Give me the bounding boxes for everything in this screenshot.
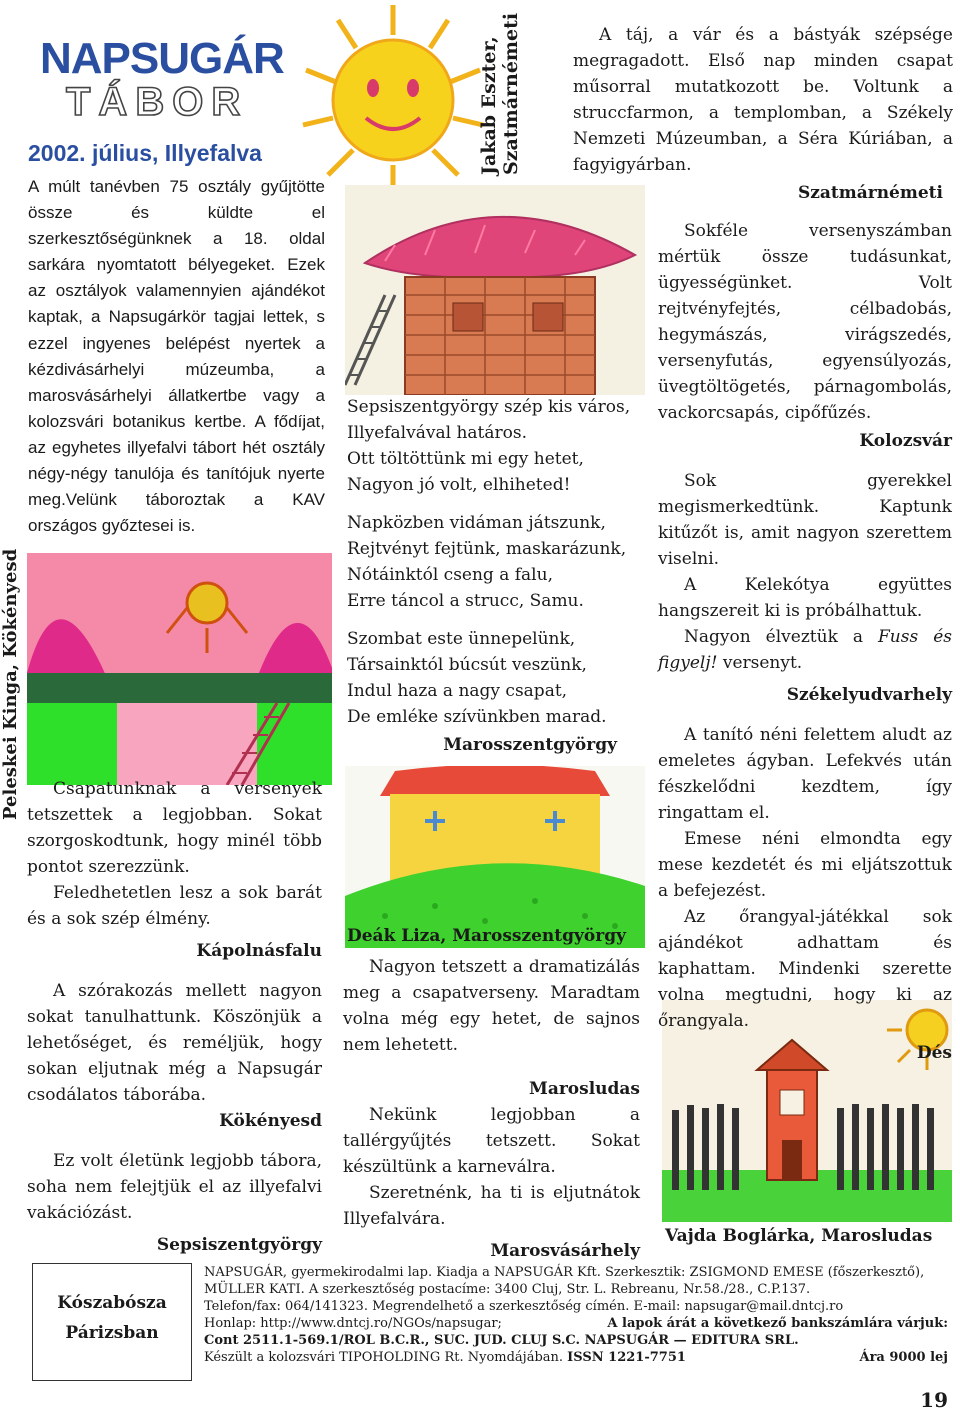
caption-deak: Deák Liza, Marosszentgyörgy [347, 926, 626, 946]
marosvasarhely-paragraph-2: Szeretnénk, ha ti is eljutnátok Illyefalvára. [343, 1183, 640, 1229]
kokenyesd-paragraph: A szórakozás mellett nagyon sokat tanulhattunk. Köszönjük a lehetőséget, és reméljük, hogy sokan eljutnak még a Napsugár csodálatos táborába. [27, 981, 322, 1105]
marosludas-paragraph: Nagyon tetszett a dramatizálás meg a csapatverseny. Maradtam volna még egy hetet, de sajnos nem lehetett. [343, 957, 640, 1055]
szekely-paragraph-2: A Kelekótya együttes hangszereit ki is próbálhattuk. [658, 575, 952, 621]
szekely-paragraph-1: Sok gyerekkel megismerkedtünk. Kaptunk kitűzőt is, amit nagyon szerettem viselni. [658, 471, 952, 569]
sepsiszentgyorgy-paragraph: Ez volt életünk legjobb tábora, soha nem felejtjük el az illyefalvi vakációzást. [27, 1151, 322, 1223]
kapolnasfalu-paragraph-2: Feledhetetlen lesz a sok barát és a sok szép élmény. [27, 883, 322, 929]
drawing-castle [27, 553, 332, 785]
signature-szatmarnemeti: Szatmárnémeti [797, 183, 943, 203]
poem [347, 394, 657, 758]
column-middle [343, 954, 640, 1264]
signature-kapolnasfalu: Kápolnásfalu [196, 941, 322, 961]
footer-box-line-2: Párizsban [65, 1323, 159, 1343]
footer-box [32, 1263, 192, 1381]
szekely-paragraph-3: Nagyon élveztük a Fuss és figyelj! versenyt. [658, 627, 952, 673]
kapolnasfalu-paragraph: Csapatunknak a versenyek tetszettek a legjobban. Sokat szorgoskodtunk, hogy minél több pontot szerezzünk. [27, 779, 322, 877]
sun-drawing [298, 0, 488, 200]
imprint-line-6: Készült a kolozsvári TIPOHOLDING Rt. Nyomdájában. ISSN 1221-7751 Ára 9000 lej [204, 1350, 948, 1365]
signature-kokenyesd: Kökényesd [219, 1111, 322, 1131]
signature-des: Dés [916, 1043, 952, 1063]
imprint-line-4: Honlap: http://www.dntcj.ro/NGOs/napsugar; A lapok árát a következő bankszámlára várjuk: [204, 1316, 948, 1331]
intro-paragraph: A múlt tanévben 75 osztály gyűjtötte össze és küldte el szerkesztőségünknek a 18. oldal sarkára nyomtatott bélyegeket. Ezek az osztályok valamennyien ajándékot kaptak, a Napsugárkör tagjai lettek, s ezzel ingyenes belépést nyertek a kézdivásárhelyi múzeumba, a marosvásárhelyi állatkertbe vagy a kolozsvári botanikus kertbe. A fődíjat, az egyhetes illyefalvi tábort hét osztály négy-négy tanulója és tanítójuk nyerte meg.Velünk táboroztak a KAV országos győztesei is. [28, 177, 325, 536]
poem-stanza-3: Szombat este ünnepelünk, Társainktól búcsút veszünk, Indul haza a nagy csapat, De emléke szívünkben marad. [347, 629, 607, 727]
caption-vajda: Vajda Boglárka, Marosludas [665, 1226, 933, 1246]
signature-szekelyudvarhely: Székelyudvarhely [786, 685, 952, 705]
poem-stanza-2: Napközben vidáman játszunk, Rejtvényt fejtünk, maskarázunk, Nótáinktól cseng a falu, Erre táncol a strucc, Samu. [347, 513, 627, 611]
imprint-line-1: NAPSUGÁR, gyermekirodalmi lap. Kiadja a NAPSUGÁR Kft. Szerkesztik: ZSIGMOND EMESE (főszerkesztő), [204, 1265, 925, 1280]
signature-marosszentgyorgy: Marosszentgyörgy [443, 735, 617, 755]
kolozsvar-paragraph: Sokféle versenyszámban mértük össze tudásunkat, ügyességünket. Volt rejtvényfejtés, célbadobás, hegymászás, virágszedés, versenyfutás, egyensúlyozás, üvegtöltögetés, párnagombolás, vackorcsapás, cipőfűzés. [658, 221, 952, 423]
column-right [658, 218, 952, 1066]
poem-stanza-1: Sepsiszentgyörgy szép kis város, Illyefalvával határos. Ott töltöttünk mi egy hetet, Nagyon jó volt, elhiheted! [347, 397, 631, 495]
drawing-tower [345, 185, 645, 395]
column-left [27, 776, 322, 1258]
caption-peleskei: Peleskei Kinga, Kökényesd [0, 548, 21, 820]
magazine-title: NAPSUGÁR [40, 34, 284, 83]
drawing-house [345, 766, 645, 948]
signature-kolozsvar: Kolozsvár [859, 431, 952, 451]
signature-marosvasarhely: Marosvásárhely [490, 1241, 640, 1261]
caption-jakab: Jakab Eszter, Szatmárnémeti [478, 12, 522, 175]
date-heading: 2002. július, Illyefalva [28, 140, 262, 166]
imprint-line-2: MÜLLER KATI. A szerkesztőség postacíme: 3400 Cluj, Str. L. Rebreanu, Nr.58./28., C.P.137. [204, 1282, 811, 1297]
signature-sepsiszentgyorgy: Sepsiszentgyörgy [156, 1235, 322, 1255]
imprint-line-5: Cont 2511.1-569.1/ROL B.C.R., SUC. JUD. CLUJ S.C. NAPSUGÁR — EDITURA SRL. [204, 1333, 799, 1348]
des-paragraph-1: A tanító néni felettem aludt az emeletes ágyban. Lefekvés után fészkelődni kezdtem, így ringattam el. [658, 725, 952, 823]
page-number: 19 [920, 1388, 948, 1412]
marosvasarhely-paragraph: Nekünk legjobban a tallérgyűjtés tetszett. Sokat készültünk a karneválra. [343, 1105, 640, 1177]
imprint [204, 1264, 948, 1366]
szatmar-paragraph: A táj, a vár és a bástyák szépsége megragadott. Első nap minden csapat műsorral mutatkozott be. Voltunk a struccfarmon, a templomban, a Székely Nemzeti Múzeumban, a Séra Kúriában, a fagyigyárban. [573, 25, 953, 175]
des-paragraph-3: Az őrangyal-játékkal sok ajándékot adhattam és kaphattam. Mindenki szerette volna megtudni, hogy ki az őrangyala. [658, 907, 952, 1031]
imprint-line-3: Telefon/fax: 064/141323. Megrendelhető a szerkesztőség címén. E-mail: napsugar@mail.dntcj.ro [204, 1299, 844, 1314]
signature-marosludas: Marosludas [529, 1079, 640, 1099]
szatmar-block [573, 22, 953, 206]
camp-subtitle: TÁBOR [66, 80, 249, 124]
footer-box-line-1: Kószabósza [57, 1293, 167, 1313]
des-paragraph-2: Emese néni elmondta egy mese kezdetét és mi eljátszottuk a befejezést. [658, 829, 952, 901]
